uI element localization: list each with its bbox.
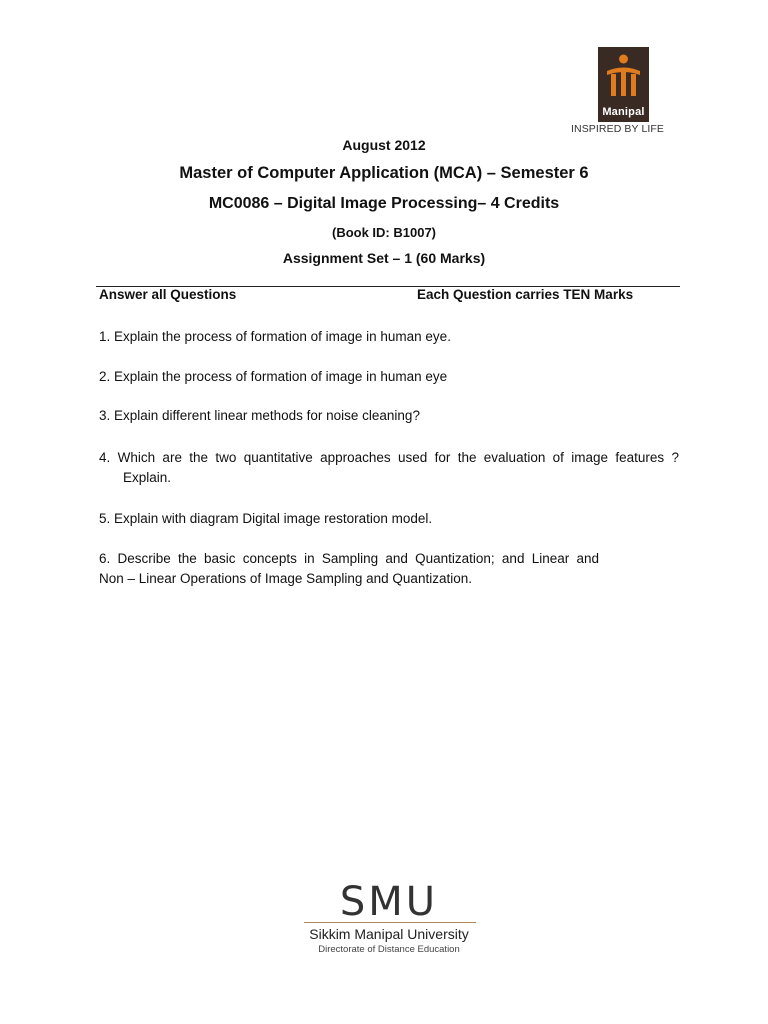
question-1: 1. Explain the process of formation of image in human eye.	[99, 329, 451, 344]
question-6-line-1: 6. Describe the basic concepts in Sampling and Quantization; and Linear and	[99, 551, 599, 566]
manipal-symbol-icon	[598, 47, 649, 107]
course-title: MC0086 – Digital Image Processing– 4 Credits	[208, 195, 560, 212]
manipal-wordmark: Manipal	[602, 106, 645, 118]
book-id: (Book ID: B1007)	[331, 225, 437, 240]
assignment-title: Assignment Set – 1 (60 Marks)	[282, 250, 486, 266]
manipal-logo	[598, 47, 649, 122]
directorate-name: Directorate of Distance Education	[318, 944, 460, 955]
question-5: 5. Explain with diagram Digital image restoration model.	[99, 511, 433, 526]
program-title: Master of Computer Application (MCA) – Semester 6	[179, 164, 589, 182]
question-6	[99, 549, 599, 589]
university-name: Sikkim Manipal University	[309, 926, 469, 942]
exam-date: August 2012	[342, 137, 426, 153]
instruction-marks: Each Question carries TEN Marks	[417, 287, 634, 302]
question-4-line-2: Explain.	[123, 470, 172, 485]
question-3: 3. Explain different linear methods for noise cleaning?	[99, 408, 420, 423]
question-2: 2. Explain the process of formation of image in human eye	[99, 369, 448, 384]
question-4-line-1: 4. Which are the two quantitative approaches used for the evaluation of image features ?	[99, 450, 679, 465]
instruction-answer-all: Answer all Questions	[99, 287, 237, 302]
question-4	[99, 448, 679, 488]
smu-logo-divider	[304, 922, 476, 923]
logo-tagline: INSPIRED BY LIFE	[571, 123, 665, 135]
question-6-line-2: Non – Linear Operations of Image Sampling and Quantization.	[99, 571, 472, 586]
smu-logo: SMU	[339, 879, 439, 925]
